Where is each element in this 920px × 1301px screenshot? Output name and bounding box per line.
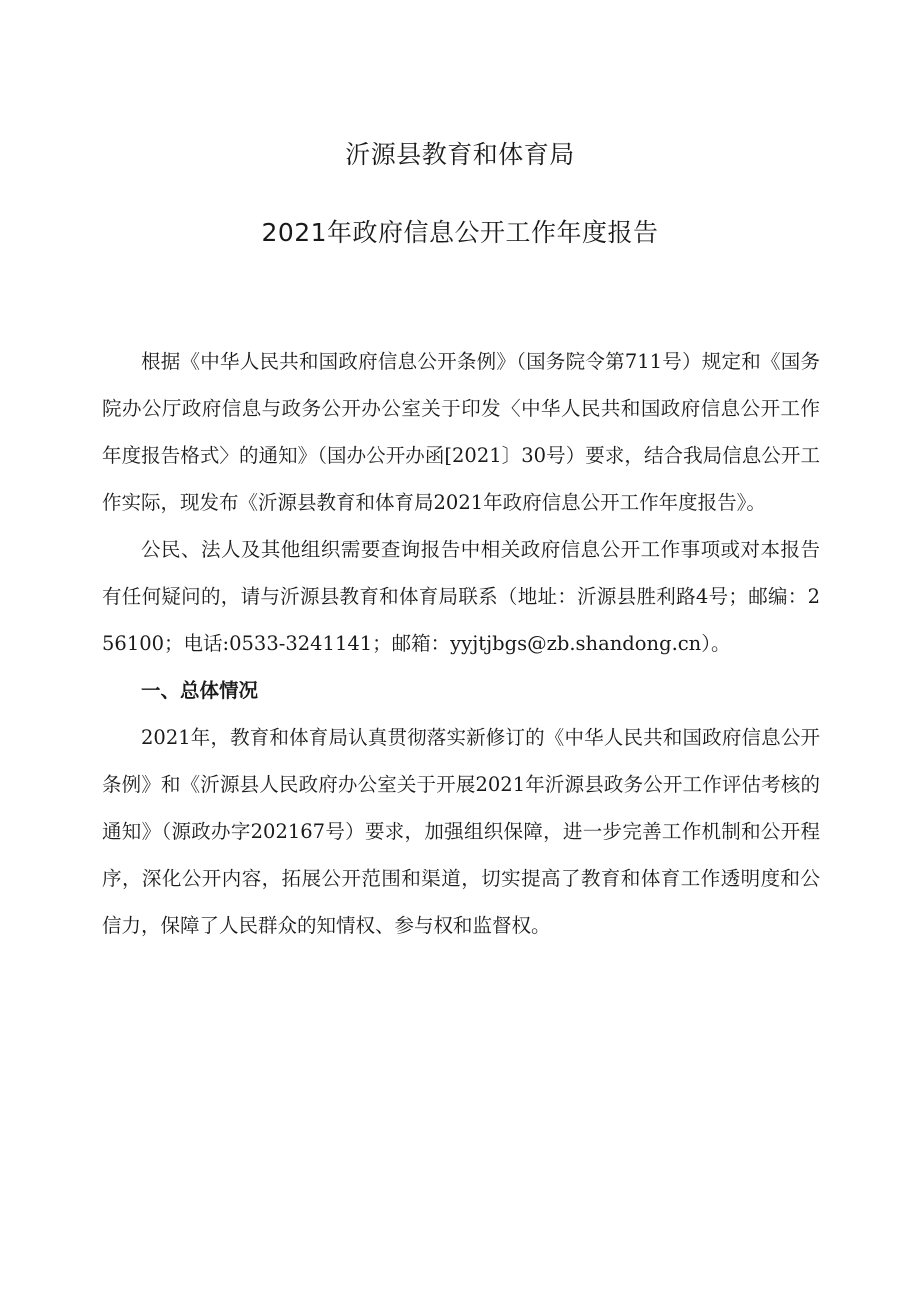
contact-paragraph: 公民、法人及其他组织需要查询报告中相关政府信息公开工作事项或对本报告有任何疑问的，请与沂源县教育和体育局联系（地址：沂源县胜利路4号；邮编：256100；电话:0533-3241141；邮箱：yyjtjbgs@zb.shandong.cn）。 — [102, 538, 820, 655]
document-title-line-2: 2021年政府信息公开工作年度报告 — [261, 218, 659, 247]
document-body — [102, 338, 820, 949]
intro-paragraph: 根据《中华人民共和国政府信息公开条例》（国务院令第711号）规定和《国务院办公厅政府信息与政务公开办公室关于印发〈中华人民共和国政府信息公开工作年度报告格式〉的通知》（国办公开办函[2021〕30号）要求，结合我局信息公开工作实际，现发布《沂源县教育和体育局2021年政府信息公开工作年度报告》。 — [102, 350, 820, 514]
section-1-paragraph: 2021年，教育和体育局认真贯彻落实新修订的《中华人民共和国政府信息公开条例》和《沂源县人民政府办公室关于开展2021年沂源县政务公开工作评估考核的通知》（源政办字202167号）要求，加强组织保障，进一步完善工作机制和公开程序，深化公开内容，拓展公开范围和渠道，切实提高了教育和体育工作透明度和公信力，保障了人民群众的知情权、参与权和监督权。 — [102, 726, 820, 937]
document-title-line-1: 沂源县教育和体育局 — [345, 140, 575, 169]
section-1-heading: 一、总体情况 — [141, 679, 259, 702]
